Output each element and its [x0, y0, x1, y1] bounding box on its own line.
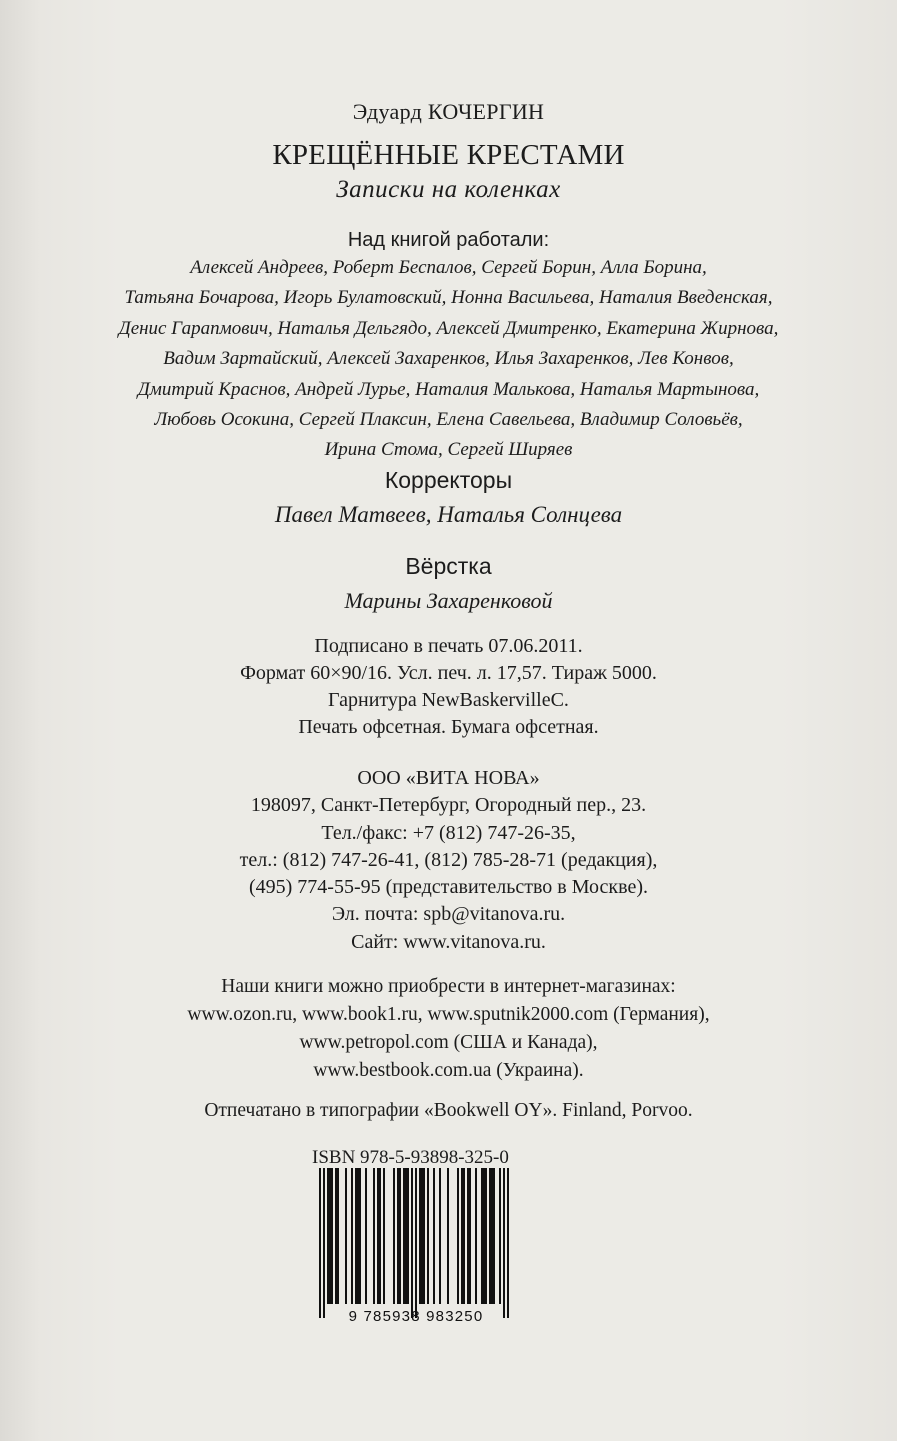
publisher-line: ООО «ВИТА НОВА»	[357, 767, 540, 789]
contributors-line: Дмитрий Краснов, Андрей Лурье, Наталия Малькова, Наталья Мартынова,	[137, 378, 760, 400]
contributors-line: Татьяна Бочарова, Игорь Булатовский, Нонна Васильева, Наталия Введенская,	[124, 287, 773, 309]
barcode-bar	[503, 1168, 505, 1318]
barcode-bar	[377, 1168, 379, 1304]
barcode-bar	[489, 1168, 491, 1304]
barcode-bar	[447, 1168, 449, 1304]
barcode-bar	[457, 1168, 459, 1304]
online-shops	[0, 973, 897, 1085]
barcode-bar	[329, 1168, 331, 1304]
barcode-bar	[323, 1168, 325, 1318]
barcode-bar	[393, 1168, 395, 1304]
barcode-bar	[411, 1168, 413, 1318]
barcode-bar	[337, 1168, 339, 1304]
barcode-bar	[403, 1168, 405, 1304]
barcode-bar	[485, 1168, 487, 1304]
contributors-line: Денис Гарапмович, Наталья Дельгядо, Алексей Дмитренко, Екатерина Жирнова,	[118, 317, 779, 339]
book-author: Эдуард КОЧЕРГИН	[352, 99, 545, 124]
barcode-bar	[419, 1168, 421, 1304]
print-info-line: Подписано в печать 07.06.2011.	[314, 635, 583, 657]
barcode-bar	[405, 1168, 407, 1304]
barcode-bar	[355, 1168, 357, 1304]
barcode-bar	[383, 1168, 385, 1304]
layout-name: Марины Захаренковой	[344, 588, 553, 613]
print-info-line: Гарнитура NewBaskervilleC.	[328, 689, 569, 711]
barcode-bar	[467, 1168, 469, 1304]
contributors-line: Любовь Осокина, Сергей Плаксин, Елена Савельева, Владимир Соловьёв,	[154, 409, 743, 431]
barcode-bar	[469, 1168, 471, 1304]
publisher-line: Тел./факс: +7 (812) 747-26-35,	[321, 821, 576, 844]
barcode-bar	[373, 1168, 375, 1304]
credits-heading: Над книгой работали:	[347, 229, 550, 251]
barcode-bar	[433, 1168, 435, 1304]
publisher-line: Эл. почта: spb@vitanova.ru.	[331, 903, 566, 926]
barcode-bar	[357, 1168, 359, 1304]
book-title: КРЕЩЁННЫЕ КРЕСТАМИ	[272, 139, 625, 171]
barcode-bar	[481, 1168, 483, 1304]
shops-line: www.bestbook.com.ua (Украина).	[313, 1060, 584, 1081]
barcode-bar	[407, 1168, 409, 1304]
barcode-bar	[463, 1168, 465, 1304]
barcode-bar	[331, 1168, 333, 1304]
printing-house: Отпечатано в типографии «Bookwell OY». Finland, Porvoo.	[204, 1100, 693, 1121]
contributors-line: Ирина Стома, Сергей Ширяев	[324, 439, 573, 461]
contributors-line: Вадим Зартайский, Алексей Захаренков, Илья Захаренков, Лев Конвов,	[163, 348, 734, 370]
print-info	[0, 633, 897, 741]
barcode-bar	[397, 1168, 399, 1304]
publisher-line: (495) 774-55-95 (представительство в Москве).	[248, 876, 648, 899]
publisher-line: 198097, Санкт-Петербург, Огородный пер., 23.	[250, 794, 647, 817]
isbn-number: ISBN 978-5-93898-325-0	[312, 1147, 509, 1168]
proofreaders-names: Павел Матвеев, Наталья Солнцева	[274, 502, 623, 527]
barcode-bar	[483, 1168, 485, 1304]
barcode-bar	[491, 1168, 493, 1304]
barcode-bar	[379, 1168, 381, 1304]
publisher-info	[0, 765, 897, 956]
print-info-line: Печать офсетная. Бумага офсетная.	[298, 716, 599, 738]
publisher-line: тел.: (812) 747-26-41, (812) 785-28-71 (редакция),	[239, 848, 658, 871]
shops-line: Наши книги можно приобрести в интернет-магазинах:	[221, 976, 676, 997]
layout-heading: Вёрстка	[405, 553, 492, 579]
barcode-bar	[415, 1168, 417, 1318]
shops-line: www.petropol.com (США и Канада),	[299, 1032, 598, 1053]
barcode-bar	[423, 1168, 425, 1304]
contributors-line: Алексей Андреев, Роберт Беспалов, Сергей Борин, Алла Борина,	[190, 257, 707, 278]
barcode-bar	[493, 1168, 495, 1304]
barcode-bar	[499, 1168, 501, 1304]
barcode-bar	[335, 1168, 337, 1304]
barcode-bar	[327, 1168, 329, 1304]
shops-line: www.ozon.ru, www.book1.ru, www.sputnik2000.com (Германия),	[187, 1004, 710, 1025]
barcode-bars	[319, 1168, 509, 1318]
contributors-list	[0, 253, 897, 466]
publisher-line: Сайт: www.vitanova.ru.	[351, 930, 546, 953]
barcode-bar	[399, 1168, 401, 1304]
barcode-bar	[475, 1168, 477, 1304]
barcode-bar	[351, 1168, 353, 1304]
barcode-bar	[421, 1168, 423, 1304]
barcode-bar	[345, 1168, 347, 1304]
book-subtitle: Записки на коленках	[336, 176, 561, 203]
proofreaders-heading: Корректоры	[384, 467, 513, 493]
barcode-bar	[319, 1168, 321, 1318]
barcode-bar	[439, 1168, 441, 1304]
barcode-bar	[359, 1168, 361, 1304]
barcode-bar	[461, 1168, 463, 1304]
barcode-bar	[427, 1168, 429, 1304]
barcode-bar	[365, 1168, 367, 1304]
barcode-bar	[507, 1168, 509, 1318]
barcode	[307, 1168, 525, 1324]
print-info-line: Формат 60×90/16. Усл. печ. л. 17,57. Тираж 5000.	[240, 662, 657, 684]
barcode-digits: 9 785938 983250	[348, 1308, 484, 1324]
